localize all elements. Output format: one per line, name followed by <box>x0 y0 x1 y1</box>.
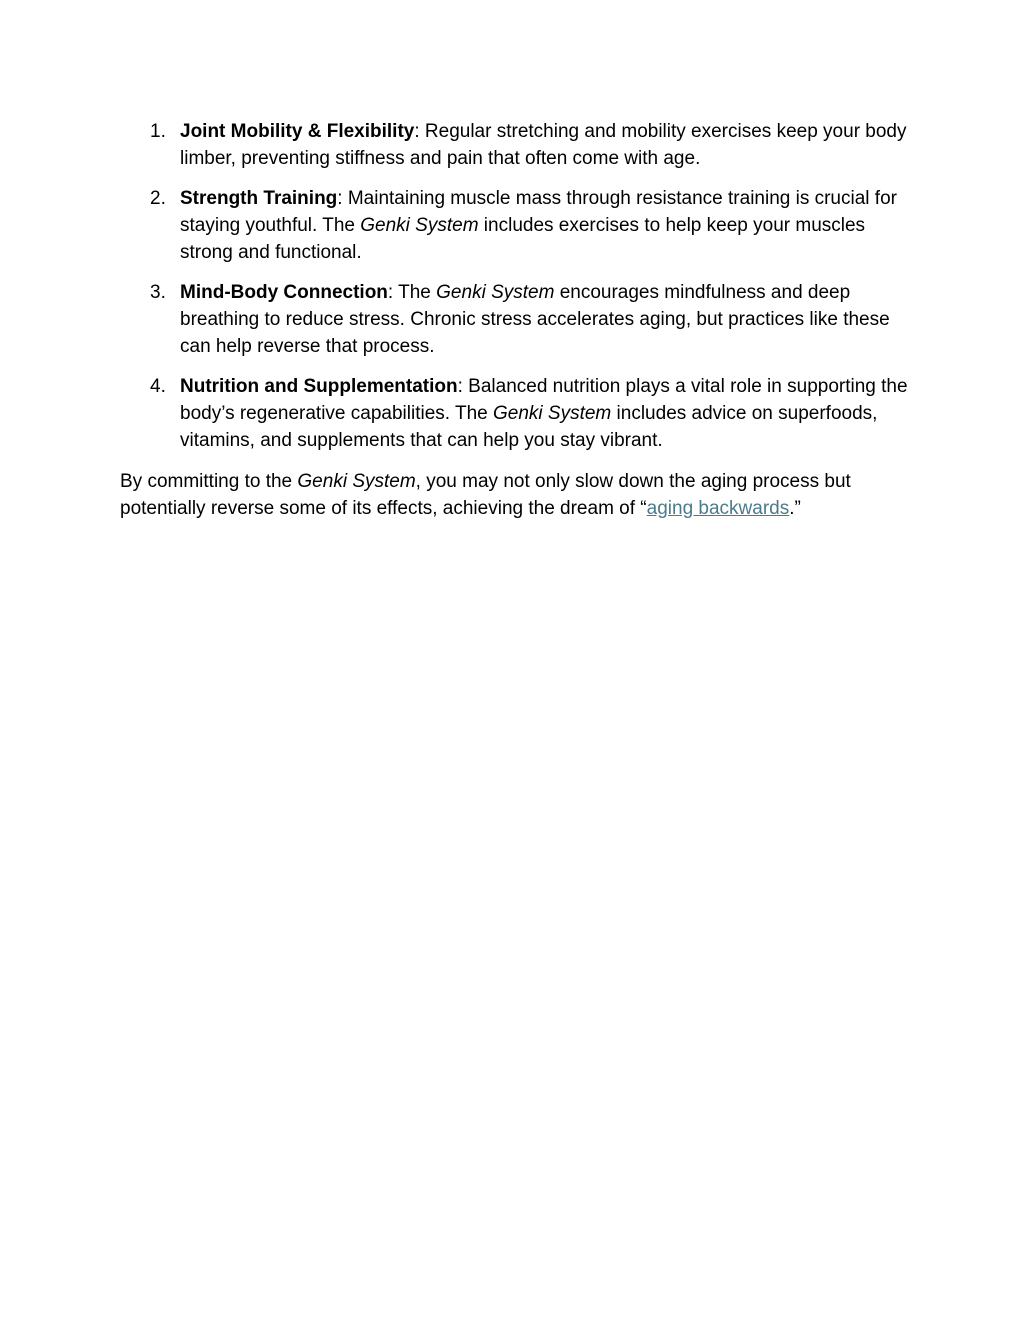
list-item-mind-body <box>120 279 910 360</box>
list-item-term: Mind-Body Connection <box>180 282 388 303</box>
genki-system-emphasis: Genki System <box>436 282 555 303</box>
list-item-strength-training <box>120 185 910 266</box>
list-item-text: : Balanced nutrition plays a vital role in supporting the body’s regenerative capabilities. The <box>180 376 908 424</box>
list-item-text: : The <box>387 282 437 303</box>
numbered-list <box>120 118 910 454</box>
list-item-text: : Maintaining muscle mass through resistance training is crucial for staying youthful. The <box>180 188 897 236</box>
list-item-term: Strength Training <box>180 188 338 209</box>
list-item-text: includes advice on superfoods, vitamins, and supplements that can help you stay vibrant. <box>180 403 878 451</box>
list-number: 2. <box>150 188 166 209</box>
list-number: 3. <box>150 282 166 303</box>
list-item-nutrition <box>120 373 910 454</box>
document-body <box>120 118 910 522</box>
genki-system-emphasis: Genki System <box>493 403 612 424</box>
list-number: 4. <box>150 376 166 397</box>
list-item-term: Nutrition and Supplementation <box>180 376 458 397</box>
list-item-text: : Regular stretching and mobility exercises keep your body limber, preventing stiffness and pain that often come with age. <box>180 121 907 169</box>
list-number: 1. <box>150 121 166 142</box>
list-item-term: Joint Mobility & Flexibility <box>180 121 415 142</box>
genki-system-emphasis: Genki System <box>360 215 479 236</box>
aging-backwards-link[interactable]: aging backwards <box>646 498 790 519</box>
genki-system-emphasis: Genki System <box>297 471 416 492</box>
list-item-joint-mobility <box>120 118 910 172</box>
conclusion-text: .” <box>789 498 801 519</box>
list-item-text: includes exercises to help keep your muscles strong and functional. <box>180 215 866 263</box>
conclusion-text: , you may not only slow down the aging process but potentially reverse some of its effects, achieving the dream of “ <box>120 471 851 519</box>
conclusion-text: By committing to the <box>120 471 298 492</box>
conclusion-paragraph <box>120 468 910 522</box>
list-item-text: encourages mindfulness and deep breathing to reduce stress. Chronic stress accelerates aging, but practices like these can help reverse that process. <box>180 282 890 357</box>
